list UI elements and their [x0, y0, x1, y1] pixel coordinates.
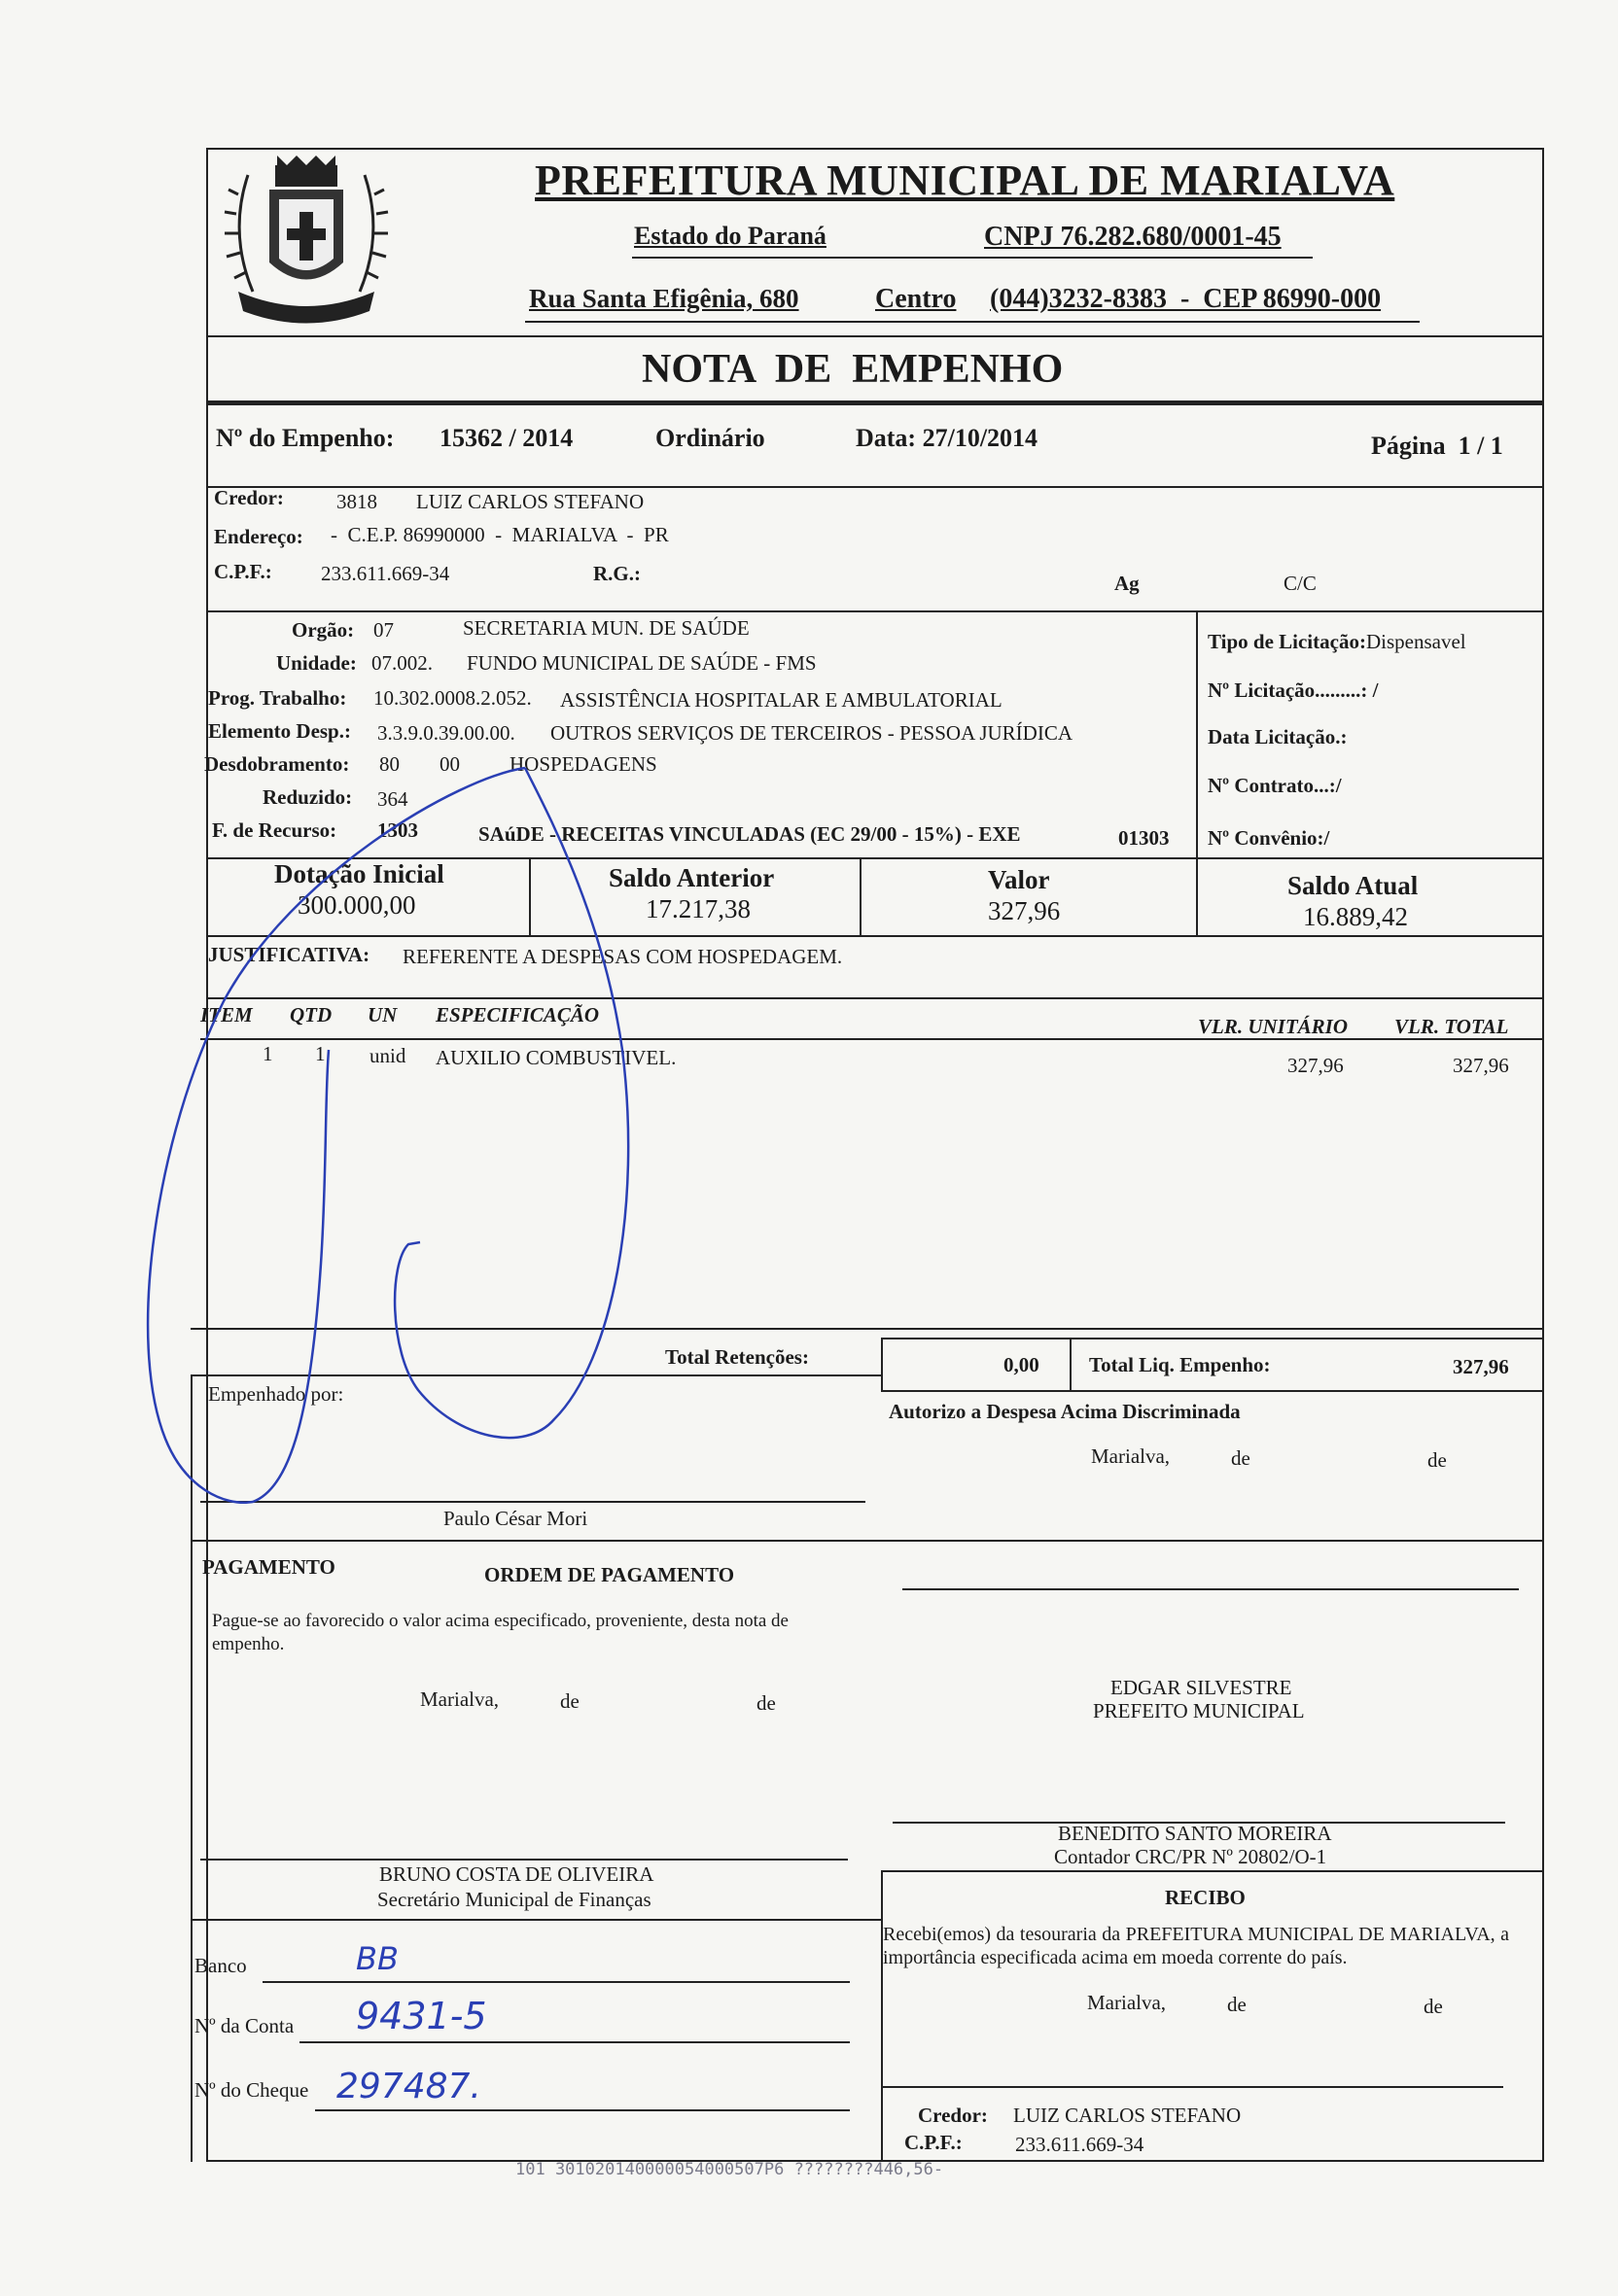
empenho-type: Ordinário [655, 424, 765, 452]
orgao-name: SECRETARIA MUN. DE SAÚDE [463, 616, 750, 640]
reduzido-value: 364 [377, 787, 408, 811]
contador-name: BENEDITO SANTO MOREIRA [1058, 1822, 1332, 1845]
row-item: 1 [263, 1042, 273, 1065]
valor-label: Valor [988, 865, 1050, 894]
recurso-label: F. de Recurso: [212, 818, 337, 842]
de-3b: de [1424, 1995, 1443, 2018]
secretario-title: Secretário Municipal de Finanças [377, 1888, 651, 1911]
desdobramento-code: 80 [379, 752, 400, 776]
prog-name: ASSISTÊNCIA HOSPITALAR E AMBULATORIAL [560, 688, 1002, 712]
footer-print: 101 301020140000054000507P6 ????????446,56- [515, 2160, 944, 2179]
licitacao-type-value: Dispensavel [1365, 630, 1466, 653]
empenho-label: Nº do Empenho: [216, 424, 395, 452]
empenho-number: 15362 / 2014 [440, 424, 574, 452]
recibo-text: Recebi(emos) da tesouraria da PREFEITURA MUNICIPAL DE MARIALVA, a importância especificada acima em moeda corrente do país. [883, 1924, 1509, 1968]
justificativa-text: REFERENTE A DESPESAS COM HOSPEDAGEM. [403, 945, 843, 968]
licitacao-date: Data Licitação.: [1208, 725, 1348, 748]
licitacao-type-text: Tipo de Licitação: [1208, 630, 1366, 653]
de-1b: de [1427, 1448, 1447, 1472]
row-unit: 327,96 [1287, 1054, 1344, 1077]
row-spec: AUXILIO COMBUSTIVEL. [436, 1046, 677, 1069]
header-state: Estado do Paraná [634, 222, 827, 250]
elemento-label: Elemento Desp.: [208, 719, 351, 743]
recurso-name: SAúDE - RECEITAS VINCULADAS (EC 29/00 - 15%) - EXE [478, 822, 1021, 846]
de-2a: de [560, 1689, 580, 1713]
dotacao-value: 300.000,00 [298, 890, 416, 920]
liquido-value: 327,96 [1453, 1355, 1509, 1378]
liquido-label: Total Liq. Empenho: [1089, 1353, 1271, 1376]
empenhado-name: Paulo César Mori [443, 1507, 588, 1530]
cheque-label: Nº do Cheque [194, 2078, 309, 2102]
cpf-value: 233.611.669-34 [321, 562, 450, 585]
retencoes-label: Total Retenções: [665, 1345, 809, 1369]
secretario-name: BRUNO COSTA DE OLIVEIRA [379, 1862, 654, 1886]
credor-name: LUIZ CARLOS STEFANO [416, 490, 645, 513]
banco-value: BB [356, 1940, 399, 1977]
col-un: UN [368, 1003, 398, 1026]
cpf-label: C.P.F.: [214, 560, 272, 583]
credor-code: 3818 [336, 490, 377, 513]
col-vlr-unitario: VLR. UNITÁRIO [1198, 1015, 1349, 1038]
address-label: Endereço: [214, 525, 303, 548]
autorizo-label: Autorizo a Despesa Acima Discriminada [889, 1400, 1241, 1423]
desdobramento-label: Desdobramento: [204, 752, 350, 776]
prefeito-title: PREFEITO MUNICIPAL [1093, 1699, 1305, 1722]
saldo-anterior-label: Saldo Anterior [609, 863, 775, 892]
conta-label: Nº da Conta [194, 2014, 295, 2037]
justificativa-label: JUSTIFICATIVA: [208, 943, 370, 966]
header-phone-cep: (044)3232-8383 - CEP 86990-000 [990, 284, 1382, 314]
saldo-anterior-value: 17.217,38 [646, 894, 751, 923]
recibo-credor-label: Credor: [918, 2104, 988, 2127]
col-especificacao: ESPECIFICAÇÃO [436, 1003, 600, 1026]
recibo-cpf-label: C.P.F.: [904, 2131, 963, 2154]
unidade-code: 07.002. [371, 651, 433, 675]
convenio-number: Nº Convênio:/ [1208, 826, 1330, 850]
recibo-title: RECIBO [1165, 1886, 1246, 1909]
header-cnpj: CNPJ 76.282.680/0001-45 [984, 222, 1282, 252]
recurso-code-2: 01303 [1118, 826, 1170, 850]
doc-title: NOTA DE EMPENHO [642, 347, 1064, 392]
cc-label: C/C [1284, 572, 1317, 595]
empenho-page: Página 1 / 1 [1371, 432, 1503, 460]
unidade-label: Unidade: [276, 651, 357, 675]
saldo-atual-value: 16.889,42 [1303, 902, 1408, 931]
elemento-name: OUTROS SERVIÇOS DE TERCEIROS - PESSOA JURÍDICA [550, 721, 1073, 745]
banco-label: Banco [194, 1954, 247, 1977]
ag-label: Ag [1114, 572, 1140, 595]
city-2: Marialva, [420, 1687, 500, 1711]
saldo-atual-label: Saldo Atual [1287, 871, 1419, 900]
address-value: - C.E.P. 86990000 - MARIALVA - PR [331, 523, 669, 546]
reduzido-label: Reduzido: [263, 785, 353, 809]
credor-label: Credor: [214, 486, 284, 509]
licitacao-number: Nº Licitação.........: / [1208, 678, 1379, 702]
pagamento-label: PAGAMENTO [202, 1555, 335, 1579]
conta-value: 9431-5 [356, 1995, 487, 2037]
header-district: Centro [875, 284, 957, 314]
contrato-number: Nº Contrato...:/ [1208, 774, 1342, 797]
orgao-code: 07 [373, 618, 394, 642]
col-vlr-total: VLR. TOTAL [1394, 1015, 1509, 1038]
row-total: 327,96 [1453, 1054, 1509, 1077]
prefeito-name: EDGAR SILVESTRE [1110, 1676, 1292, 1699]
recibo-credor-value: LUIZ CARLOS STEFANO [1013, 2104, 1242, 2127]
de-1a: de [1231, 1446, 1250, 1470]
col-item: ITEM [200, 1003, 253, 1026]
recurso-code: 1303 [377, 818, 418, 842]
contador-title: Contador CRC/PR Nº 20802/O-1 [1054, 1845, 1327, 1868]
dotacao-label: Dotação Inicial [274, 859, 444, 888]
city-1: Marialva, [1091, 1444, 1171, 1468]
elemento-code: 3.3.9.0.39.00.00. [377, 721, 515, 745]
cheque-value: 297487. [336, 2067, 481, 2106]
ordem-label: ORDEM DE PAGAMENTO [484, 1563, 735, 1586]
header-street: Rua Santa Efigênia, 680 [529, 284, 799, 313]
rg-label: R.G.: [593, 562, 641, 585]
desdobramento-sub: 00 [440, 752, 460, 776]
de-2b: de [756, 1691, 776, 1715]
de-3a: de [1227, 1993, 1247, 2016]
row-qtd: 1 [315, 1042, 326, 1065]
unidade-name: FUNDO MUNICIPAL DE SAÚDE - FMS [467, 651, 817, 675]
prog-label: Prog. Trabalho: [208, 686, 347, 710]
empenhado-label: Empenhado por: [208, 1382, 344, 1406]
pagamento-text: Pague-se ao favorecido o valor acima especificado, proveniente, desta nota de empenho. [212, 1611, 789, 1654]
city-3: Marialva, [1087, 1991, 1167, 2014]
empenho-date: Data: 27/10/2014 [856, 424, 1038, 452]
prog-code: 10.302.0008.2.052. [373, 686, 532, 710]
valor-value: 327,96 [988, 896, 1061, 925]
recibo-cpf-value: 233.611.669-34 [1015, 2133, 1144, 2156]
retencoes-value: 0,00 [1003, 1353, 1039, 1376]
row-un: unid [369, 1044, 406, 1067]
col-qtd: QTD [290, 1003, 333, 1026]
header-title: PREFEITURA MUNICIPAL DE MARIALVA [535, 157, 1395, 204]
orgao-label: Orgão: [292, 618, 355, 642]
desdobramento-name: HOSPEDAGENS [510, 752, 657, 776]
